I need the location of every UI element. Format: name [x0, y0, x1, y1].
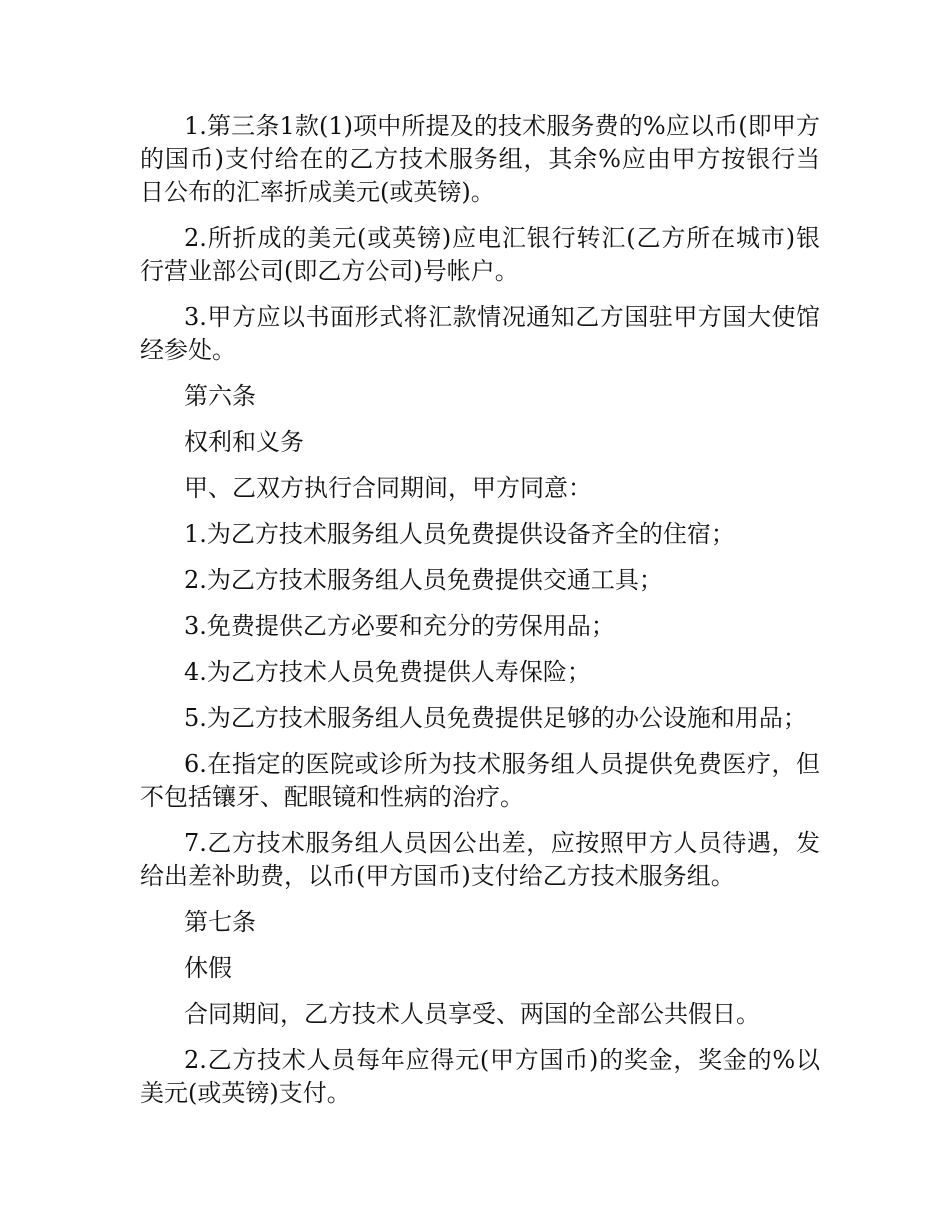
obligation-item-7: 7.乙方技术服务组人员因公出差，应按照甲方人员待遇，发给出差补助费，以币(甲方国币)支付给乙方技术服务组。 [140, 829, 820, 890]
obligation-item-5: 5.为乙方技术服务组人员免费提供足够的办公设施和用品； [184, 704, 807, 732]
paragraph-payment-1: 1.第三条1款(1)项中所提及的技术服务费的%应以币(即甲方的国币)支付给在的乙方技术服务组，其余%应由甲方按银行当日公布的汇率折成美元(或英镑)。 [140, 112, 820, 206]
obligation-item-3: 3.免费提供乙方必要和充分的劳保用品； [184, 612, 615, 640]
holiday-paragraph-1: 合同期间，乙方技术人员享受、两国的全部公共假日。 [184, 1000, 760, 1028]
document-body [140, 110, 820, 1123]
article-7-title: 休假 [184, 954, 232, 982]
holiday-paragraph-2: 2.乙方技术人员每年应得元(甲方国币)的奖金，奖金的%以美元(或英镑)支付。 [140, 1046, 820, 1107]
article-6-intro: 甲、乙双方执行合同期间，甲方同意： [184, 474, 592, 502]
obligation-item-6: 6.在指定的医院或诊所为技术服务组人员提供免费医疗，但不包括镶牙、配眼镜和性病的治疗。 [140, 750, 820, 811]
article-6-number: 第六条 [184, 382, 256, 410]
article-7-number: 第七条 [184, 908, 256, 936]
obligation-item-1: 1.为乙方技术服务组人员免费提供设备齐全的住宿； [184, 520, 735, 548]
obligation-item-2: 2.为乙方技术服务组人员免费提供交通工具； [184, 566, 663, 594]
article-6-title: 权利和义务 [184, 428, 304, 456]
obligation-item-4: 4.为乙方技术人员免费提供人寿保险； [184, 658, 591, 686]
paragraph-payment-2: 2.所折成的美元(或英镑)应电汇银行转汇(乙方所在城市)银行营业部公司(即乙方公司)号帐户。 [140, 224, 820, 285]
paragraph-payment-3: 3.甲方应以书面形式将汇款情况通知乙方国驻甲方国大使馆经参处。 [140, 303, 820, 364]
